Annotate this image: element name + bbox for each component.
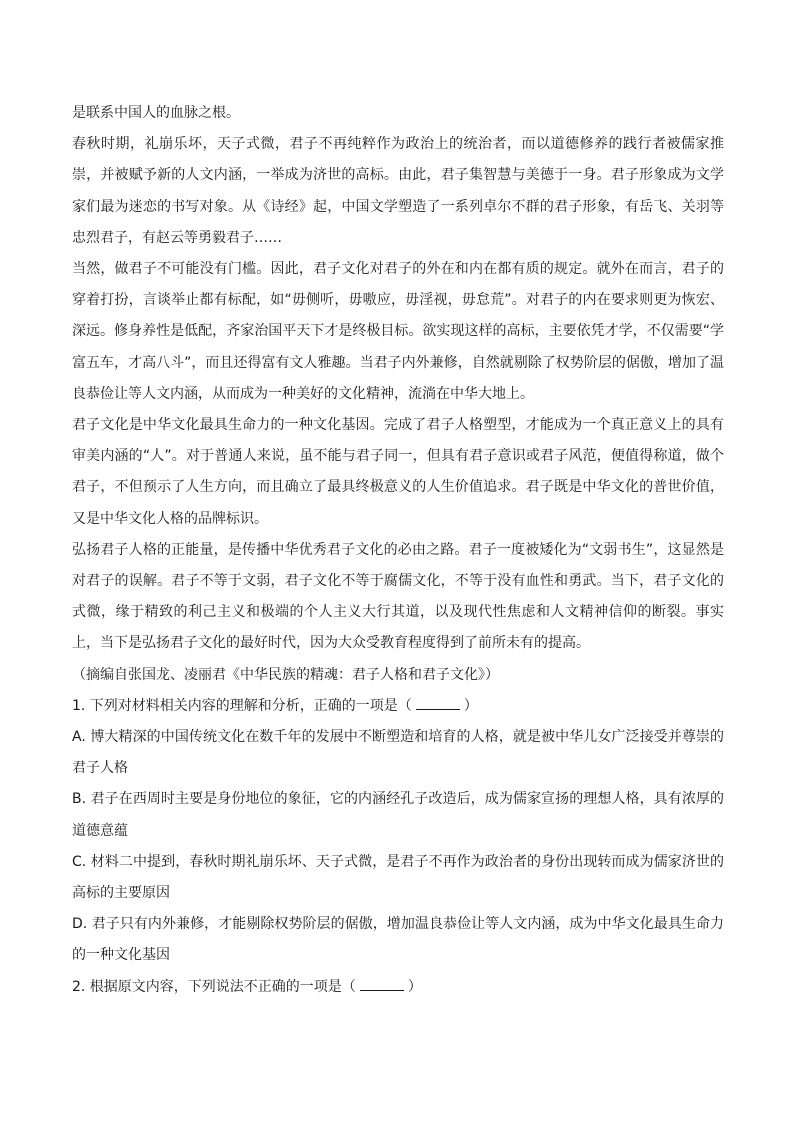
question-2-stem	[72, 972, 724, 1003]
question-1-option-d: D. 君子只有内外兼修，才能剔除权势阶层的倨傲，增加温良恭俭让等人文内涵，成为中华文化最具生命力的一种文化基因	[72, 916, 724, 964]
answer-blank[interactable]	[416, 695, 460, 710]
passage-paragraph-4: 君子文化是中华文化最具生命力的一种文化基因。完成了君子人格塑型，才能成为一个真正意义上的具有审美内涵的“人”。对于普通人来说，虽不能与君子同一，但具有君子意识或君子风范，便值得称道，做个君子，不但预示了人生方向，而且确立了最具终极意义的人生价值追求。君子既是中华文化的普世价值，又是中华文化人格的品牌标识。	[72, 417, 724, 527]
question-2-stem-text: 2. 根据原文内容，下列说法不正确的一项是（	[72, 978, 356, 995]
question-1-option-a: A. 博大精深的中国传统文化在数千年的发展中不断塑造和培育的人格，就是被中华儿女广泛接受并尊崇的君子人格	[72, 729, 724, 777]
source-citation: （摘编自张国龙、凌丽君《中华民族的精魂：君子人格和君子文化》）	[72, 666, 499, 683]
passage-paragraph-3: 当然，做君子不可能没有门槛。因此，君子文化对君子的外在和内在都有质的规定。就外在而言，君子的穿着打扮，言谈举止都有标配，如“毋侧听，毋嗷应，毋淫视，毋怠荒”。对君子的内在要求则更为恢宏、深远。修身养性是低配，齐家治国平天下才是终极目标。欲实现这样的高标，主要依凭才学，不仅需要“学富五车，才高八斗”，而且还得富有文人雅趣。当君子内外兼修，自然就剔除了权势阶层的倨傲，增加了温良恭俭让等人文内涵，从而成为一种美好的文化精神，流淌在中华大地上。	[72, 261, 724, 402]
document-page	[72, 98, 724, 1003]
passage-paragraph-1: 是联系中国人的血脉之根。	[72, 105, 240, 121]
passage-paragraph-2: 春秋时期，礼崩乐坏，天子式微，君子不再纯粹作为政治上的统治者，而以道德修养的践行者被儒家推崇，并被赋予新的人文内涵，一举成为济世的高标。由此，君子集智慧与美德于一身。君子形象成为文学家们最为迷恋的书写对象。从《诗经》起，中国文学塑造了一系列卓尔不群的君子形象，有岳飞、关羽等忠烈君子，有赵云等勇毅君子……	[72, 136, 724, 246]
answer-blank[interactable]	[360, 976, 404, 991]
question-2-stem-close: ）	[407, 978, 422, 995]
passage-paragraph-5: 弘扬君子人格的正能量，是传播中华优秀君子文化的必由之路。君子一度被矮化为“文弱书生”，这显然是对君子的误解。君子不等于文弱，君子文化不等于腐儒文化，不等于没有血性和勇武。当下，君子文化的式微，缘于精致的利己主义和极端的个人主义大行其道，以及现代性焦虑和人文精神信仰的断裂。事实上，当下是弘扬君子文化的最好时代，因为大众受教育程度得到了前所未有的提高。	[72, 541, 724, 652]
question-1-option-b: B. 君子在西周时主要是身份地位的象征，它的内涵经孔子改造后，成为儒家宣扬的理想人格，具有浓厚的道德意蕴	[72, 791, 724, 839]
question-1-stem	[72, 691, 724, 722]
question-1-stem-text: 1. 下列对材料相关内容的理解和分析，正确的一项是（	[72, 697, 412, 714]
question-1-option-c: C. 材料二中提到，春秋时期礼崩乐坏、天子式微，是君子不再作为政治者的身份出现转而成为儒家济世的高标的主要原因	[72, 853, 724, 902]
question-1-stem-close: ）	[463, 697, 478, 714]
